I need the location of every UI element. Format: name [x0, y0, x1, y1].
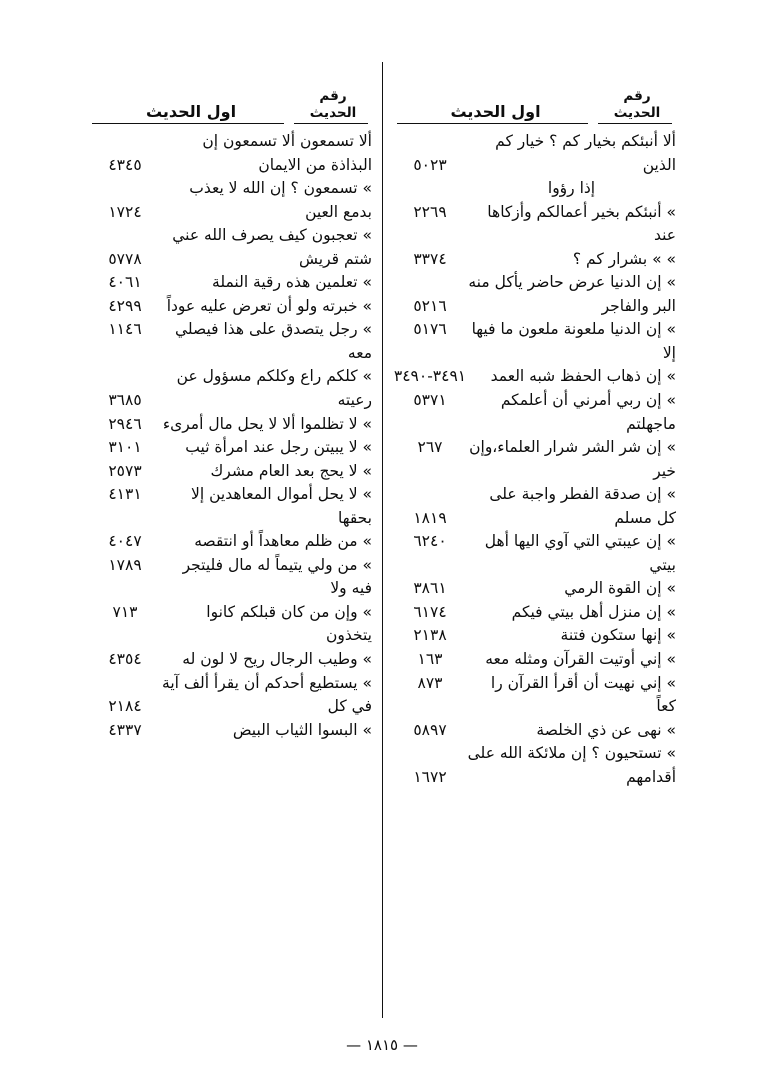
table-row	[88, 460, 372, 484]
entry-number: ٤١٣١	[108, 485, 142, 504]
entry-number: ٤٣٤٥	[108, 155, 142, 174]
column-header-number-left: رقم الحديث	[309, 88, 357, 122]
entry-text: » وطيب الرجال ريح لا لون له	[182, 650, 372, 669]
entry-number: ١١٤٦	[108, 320, 142, 339]
header-rule-number-right	[598, 123, 672, 124]
table-row	[88, 130, 372, 177]
entry-text: » لا يحج بعد العام مشرك	[210, 461, 372, 480]
column-header-title-left: اول الحديث	[145, 102, 237, 121]
table-row	[393, 483, 676, 530]
entry-text: » أنبئكم بخير أعمالكم وأزكاها عند	[487, 202, 676, 245]
entry-text: » » بشرار كم ؟	[572, 249, 676, 268]
table-row	[393, 577, 676, 601]
table-row	[393, 742, 676, 789]
entry-number: ١٧٢٤	[108, 202, 142, 221]
entry-text: » إني أوتيت القرآن ومثله معه	[485, 650, 676, 669]
table-row	[393, 672, 676, 719]
entry-text: » إن منزل أهل بيتي فيكم	[511, 602, 676, 621]
entry-text: » من ظلم معاهداً أو انتقصه	[194, 532, 372, 551]
table-row	[88, 719, 372, 743]
entry-text: » نهى عن ذي الخلصة	[536, 720, 676, 739]
entry-text: » رجل يتصدق على هذا فيصلي معه	[174, 320, 372, 362]
entry-text: » إن عيبتي التي آوي اليها أهل بيتي	[484, 532, 676, 574]
entry-number: ٨٧٣	[417, 673, 443, 692]
entry-number: ٥٨٩٧	[413, 720, 447, 739]
column-header-left	[88, 62, 372, 124]
table-row	[393, 271, 676, 318]
table-row	[88, 483, 372, 530]
entry-text: » إن ذهاب الحفظ شبه العمد	[490, 367, 676, 386]
column-header-number-right: رقم الحديث	[613, 88, 661, 122]
entry-text: » تسمعون ؟ إن الله لا يعذب بدمع العين	[189, 179, 372, 221]
entry-number: ١٦٧٢	[413, 767, 447, 786]
column-header-title-right: اول الحديث	[450, 102, 541, 121]
table-row	[393, 318, 676, 365]
entry-number: ٣٦٨٥	[108, 391, 142, 410]
entry-number: ١٦٣	[417, 650, 443, 669]
entry-text: » وإن من كان قبلكم كانوا يتخذون	[206, 602, 372, 645]
entry-number: ٦١٧٤	[413, 602, 447, 621]
table-row	[393, 601, 676, 625]
entry-text: ألا تسمعون ألا تسمعون إن البذاذة من الايمان	[202, 132, 372, 174]
table-row	[393, 648, 676, 672]
entry-text: » البسوا الثياب البيض	[232, 720, 372, 739]
entry-number: ٢١٣٨	[413, 626, 447, 645]
column-header-right	[393, 62, 676, 124]
entry-text: » إني نهيت أن أقرأ القرآن را كعاً	[490, 673, 676, 716]
entry-number: ٤٣٣٧	[108, 720, 142, 739]
index-column-right	[382, 62, 686, 1018]
entry-number: ٣٣٧٤	[413, 249, 447, 268]
entry-number: ٤٠٤٧	[108, 532, 142, 551]
entry-text: » من ولي يتيماً له مال فليتجر فيه ولا	[182, 555, 372, 598]
entry-text: » إن الدنيا ملعونة ملعون ما فيها إلا	[471, 320, 676, 362]
entry-text: » يستطيع أحدكم أن يقرأ ألف آية في كل	[162, 673, 372, 716]
entry-text: » إن ربي أمرني أن أعلمكم ماجهلتم	[500, 391, 676, 433]
table-row	[88, 554, 372, 601]
entry-text: » تعلمين هذه رقية النملة	[212, 273, 372, 292]
table-row	[393, 130, 676, 201]
entry-text: ألا أنبئكم بخيار كم ؟ خيار كم الذين إذا رؤوا	[495, 132, 676, 198]
entry-text: » كلكم راع وكلكم مسؤول عن رعيته	[176, 367, 372, 410]
entry-text: » لا يبيتن رجل عند امرأة ثيب	[185, 438, 372, 457]
entry-number: ٥٧٧٨	[108, 249, 142, 268]
entry-number: ٤٣٥٤	[108, 650, 142, 669]
entry-number: ٤٢٩٩	[108, 296, 142, 315]
table-row	[88, 318, 372, 365]
table-row	[88, 672, 372, 719]
header-rule-title-left	[92, 123, 284, 124]
entry-text: » إن الدنيا عرض حاضر يأكل منه البر والفاجر	[468, 273, 676, 315]
table-row	[88, 530, 372, 554]
header-rule-number-left	[294, 123, 368, 124]
table-row	[393, 365, 676, 389]
table-row	[393, 719, 676, 743]
entries-table-right	[393, 130, 676, 789]
entry-text: » لا تظلموا ألا لا يحل مال أمرىء	[162, 414, 372, 433]
table-row	[88, 413, 372, 437]
index-column-left	[78, 62, 382, 1018]
table-row	[88, 224, 372, 271]
entry-text: » خبرته ولو أن تعرض عليه عوداً	[166, 296, 372, 315]
entry-number: ٥٢١٦	[413, 296, 447, 315]
entry-text: » إن صدقة الفطر واجبة على كل مسلم	[489, 485, 676, 527]
table-row	[88, 271, 372, 295]
entry-text: » تعجبون كيف يصرف الله عني شتم قريش	[172, 226, 372, 268]
table-row	[88, 436, 372, 460]
table-row	[88, 365, 372, 412]
table-row	[88, 601, 372, 648]
entry-number: ٢٢٦٩	[413, 202, 447, 221]
entry-number: ٣١٠١	[108, 438, 142, 457]
entry-number: ٦٢٤٠	[413, 532, 447, 551]
entry-text: » تستحيون ؟ إن ملائكة الله على أقدامهم	[467, 744, 676, 786]
entry-number: ٢٥٧٣	[108, 461, 142, 480]
entry-number: ٥١٧٦	[413, 320, 447, 339]
entry-number: ١٧٨٩	[108, 555, 142, 574]
table-row	[88, 648, 372, 672]
table-row	[88, 177, 372, 224]
page-number: — ١٨١٥ —	[346, 1036, 418, 1054]
table-row	[393, 201, 676, 248]
table-row	[393, 624, 676, 648]
index-columns	[78, 62, 686, 1018]
header-rule-title-right	[397, 123, 588, 124]
entry-number: ٥٣٧١	[413, 391, 447, 410]
entry-number: ٤٠٦١	[108, 273, 142, 292]
entry-number: ٣٤٩١-٣٤٩٠	[393, 367, 467, 386]
table-row	[393, 389, 676, 436]
table-row	[393, 248, 676, 272]
table-row	[393, 436, 676, 483]
table-row	[393, 530, 676, 577]
entry-text: » إن شر الشر شرار العلماء،وإن خير	[469, 438, 676, 480]
entry-number: ٧١٣	[112, 602, 138, 621]
entry-text: » لا يحل أموال المعاهدين إلا بحقها	[191, 485, 372, 527]
entry-text: » إنها ستكون فتنة	[560, 626, 676, 645]
entry-number: ٢٩٤٦	[108, 414, 142, 433]
table-row	[88, 295, 372, 319]
entry-text: » إن القوة الرمي	[564, 579, 676, 598]
entry-number: ٥٠٢٣	[413, 155, 447, 174]
entry-number: ٣٨٦١	[413, 579, 447, 598]
entry-number: ٢١٨٤	[108, 697, 142, 716]
entry-number: ٢٦٧	[417, 438, 443, 457]
entry-number: ١٨١٩	[413, 508, 447, 527]
entries-table-left	[88, 130, 372, 742]
